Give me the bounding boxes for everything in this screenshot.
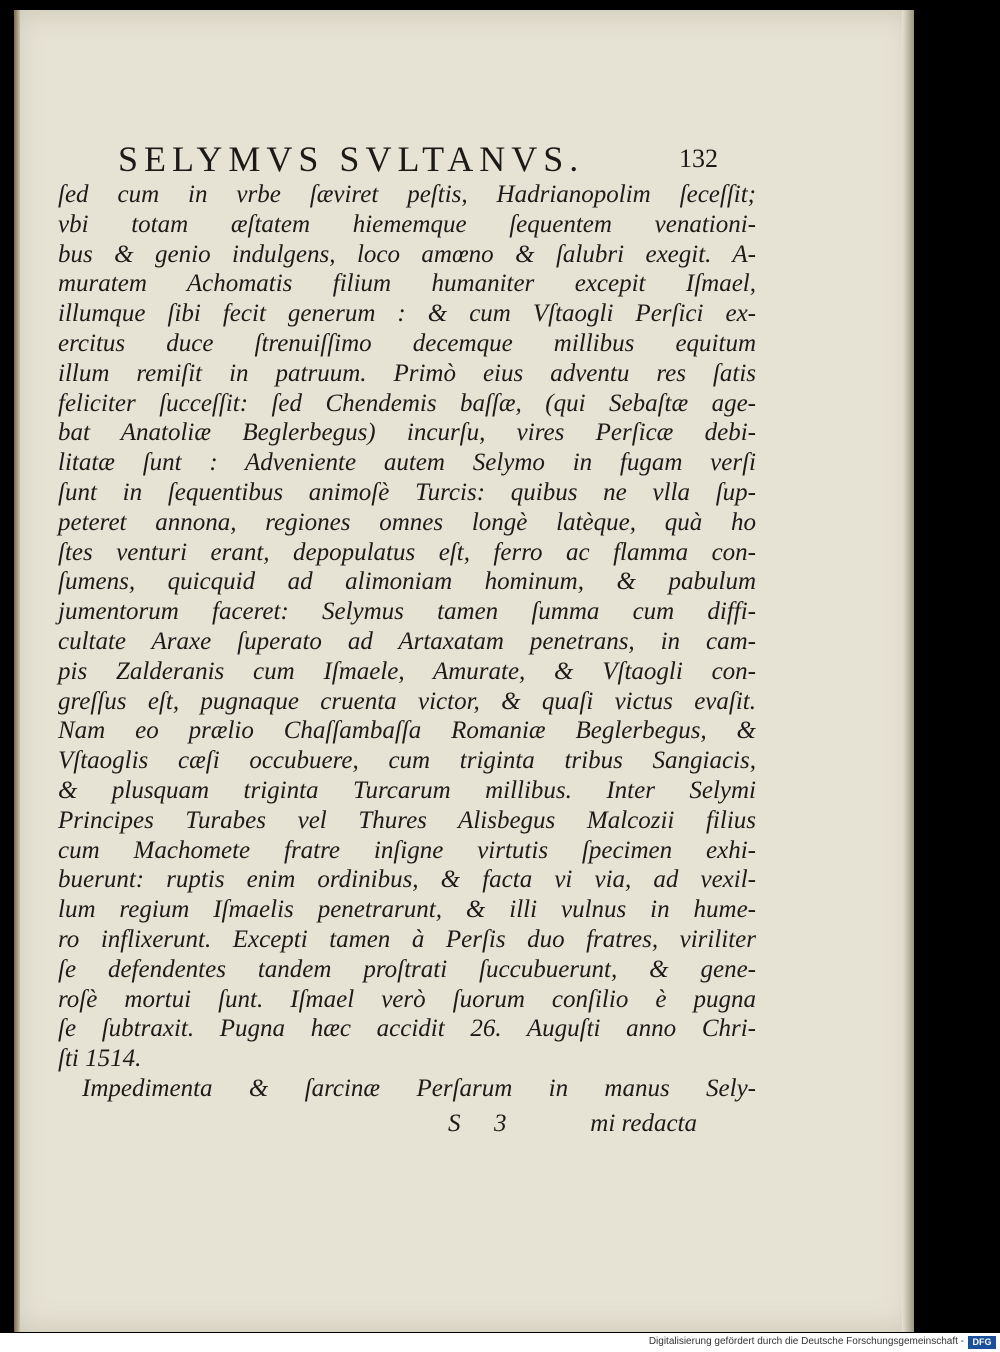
text-line: lum regium Iſmaelis penetrarunt, & illi vulnus in hume-	[58, 896, 756, 924]
text-line: bus & genio indulgens, loco amœno & ſalubri exegit. A-	[58, 240, 756, 268]
signature-mark: S	[448, 1110, 461, 1137]
text-line: Nam eo prælio Chaſſambaſſa Romaniæ Beglerbegus, &	[58, 717, 756, 745]
text-line: ſe defendentes tandem proſtrati ſuccubuerunt, & gene-	[58, 955, 756, 983]
funding-note: Digitalisierung gefördert durch die Deutsche Forschungsgemeinschaft -	[648, 1336, 964, 1347]
catchword: mi redacta	[590, 1110, 697, 1137]
text-line: Vſtaoglis cæſi occubuere, cum triginta tribus Sangiacis,	[58, 747, 756, 775]
page-gutter-edge	[14, 10, 20, 1332]
text-line: jumentorum faceret: Selymus tamen ſumma cum diffi-	[58, 598, 756, 626]
text-line: litatæ ſunt : Adveniente autem Selymo in fugam verſi	[58, 449, 756, 477]
text-line: cultate Araxe ſuperato ad Artaxatam penetrans, in cam-	[58, 627, 756, 655]
text-line: Principes Turabes vel Thures Alisbegus Malcozii filius	[58, 806, 756, 834]
text-line: & plusquam triginta Turcarum millibus. Inter Selymi	[58, 776, 756, 804]
text-line: ſtes venturi erant, depopulatus eſt, ferro ac flamma con-	[58, 538, 756, 566]
text-line: peteret annona, regiones omnes longè latèque, quà ho	[58, 508, 756, 536]
text-line: ſed cum in vrbe ſæviret peſtis, Hadrianopolim ſeceſſit;	[58, 181, 756, 208]
page-number: 132	[679, 144, 718, 173]
text-line: muratem Achomatis filium humaniter excepit Iſmael,	[58, 270, 756, 298]
text-line: pis Zalderanis cum Iſmaele, Amurate, & Vſtaogli con-	[58, 657, 756, 685]
text-line: illumque ſibi fecit generum : & cum Vſtaogli Perſici ex-	[58, 300, 756, 328]
text-line: Impedimenta & ſarcinæ Perſarum in manus Sely-	[82, 1074, 756, 1102]
text-line: ſe ſubtraxit. Pugna hæc accidit 26. Auguſti anno Chri-	[58, 1015, 756, 1043]
leaf-number: 3	[494, 1110, 507, 1137]
text-line: bat Anatoliæ Beglerbegus) incurſu, vires Perſicæ debi-	[58, 419, 756, 447]
text-line: roſè mortui ſunt. Iſmael verò ſuorum conſilio è pugna	[58, 985, 756, 1013]
page-outer-edge	[902, 10, 914, 1332]
signature-line	[432, 1110, 697, 1144]
text-line: buerunt: ruptis enim ordinibus, & facta vi via, ad vexil-	[58, 866, 756, 894]
text-line: feliciter ſucceſſit: ſed Chendemis baſſæ, (qui Sebaſtæ age-	[58, 389, 756, 417]
footer-strip	[0, 1333, 1000, 1352]
text-line: ſti 1514.	[58, 1045, 142, 1073]
text-line: ro inflixerunt. Excepti tamen à Perſis duo fratres, viriliter	[58, 925, 756, 953]
text-line: greſſus eſt, pugnaque cruenta victor, & quaſi victus evaſit.	[58, 687, 756, 715]
text-line: vbi totam æſtatem hiememque ſequentem venationi-	[58, 210, 756, 238]
book-page	[14, 10, 914, 1332]
dfg-logo: DFG	[968, 1336, 996, 1349]
text-line: illum remiſit in patruum. Primò eius adventu res ſatis	[58, 359, 756, 387]
running-title: SELYMVS SVLTANVS.	[118, 139, 585, 179]
text-line: cum Machomete fratre inſigne virtutis ſpecimen exhi-	[58, 836, 756, 864]
text-line: ſumens, quicquid ad alimoniam hominum, & pabulum	[58, 568, 756, 596]
text-line: ercitus duce ſtrenuiſſimo decemque millibus equitum	[58, 329, 756, 357]
text-line: ſunt in ſequentibus animoſè Turcis: quibus ne vlla ſup-	[58, 478, 756, 506]
body-text	[56, 180, 756, 1104]
